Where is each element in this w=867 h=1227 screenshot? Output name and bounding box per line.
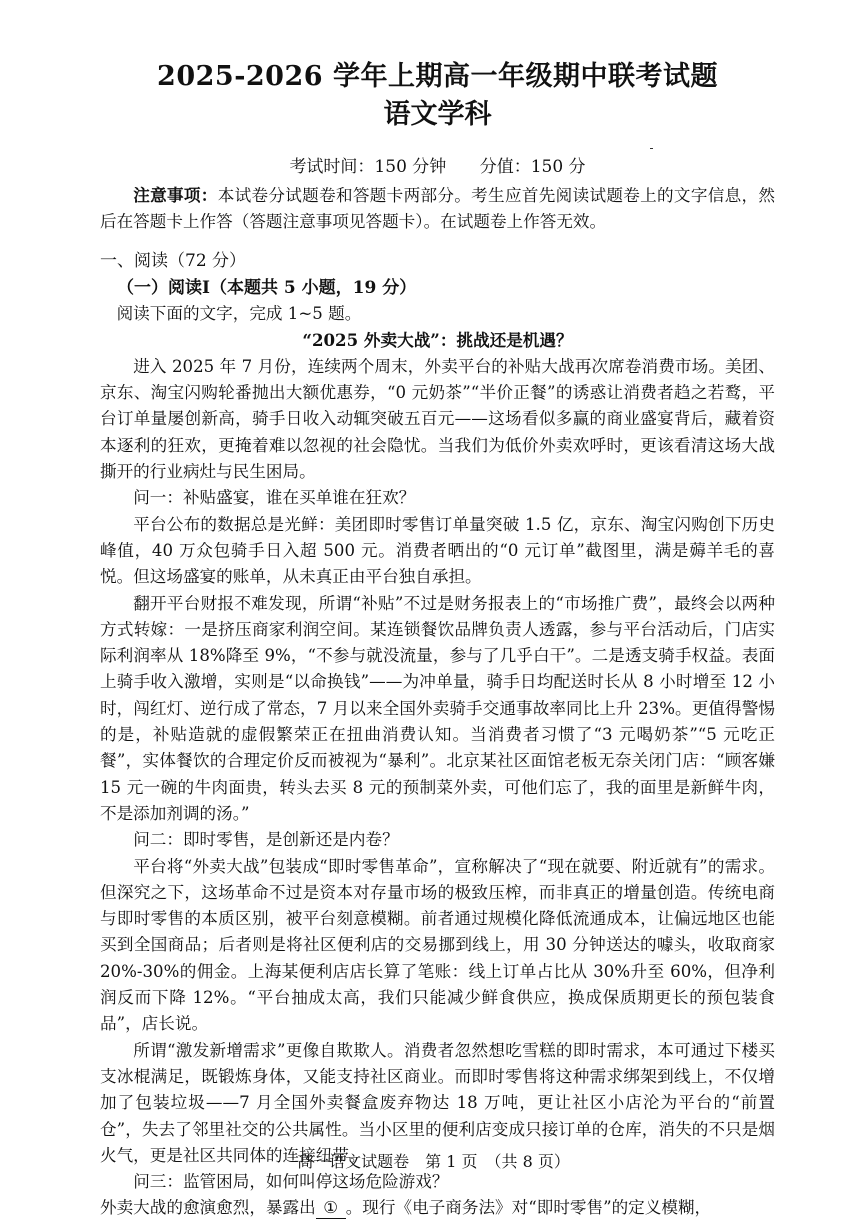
- question-heading: 问二：即时零售，是创新还是内卷？: [133, 830, 399, 850]
- exam-title: 2025-2026 学年上期高一年级期中联考试题: [157, 61, 718, 92]
- article-last-line: 外卖大战的愈演愈烈，暴露出 ① 。现行《电子商务法》对“即时零售”的定义模糊，: [100, 1198, 712, 1218]
- fill-blank-1[interactable]: ①: [316, 1198, 346, 1219]
- article-paragraph: 翻开平台财报不难发现，所谓“补贴”不过是财务报表上的“市场推广费”，最终会以两种方式转嫁：一是挤压商家利润空间。某连锁餐饮品牌负责人透露，参与平台活动后，门店实际利润率从 18%降至 9%，“不参与就没流量，参与了几乎白干”。二是透支骑手权益。表面上骑手收入激增，实则是“以命换钱”——为冲单量，骑手日均配送时长从 8 小时增至 12 小时，闯红灯、逆行成了常态，7 月以来全国外卖骑手交通事故率同比上升 23%。更值得警惕的是，补贴造就的虚假繁荣正在扭曲消费认知。当消费者习惯了“3 元喝奶茶”“5 元吃正餐”，实体餐饮的合理定价反而被视为“暴利”。北京某社区面馆老板无奈关闭门店：“顾客嫌 15 元一碗的牛肉面贵，转头去买 8 元的预制菜外卖，可他们忘了，我的面里是新鲜牛肉，不是添加剂调的汤。”: [100, 593, 775, 823]
- exam-meta: [100, 154, 775, 180]
- notice-label: 注意事项：: [133, 185, 218, 205]
- page-footer: 高一语文试题卷 第 1 页 （共 8 页）: [297, 1152, 570, 1171]
- notice-paragraph: [100, 182, 775, 236]
- article-title: “2025 外卖大战”：挑战还是机遇？: [302, 329, 573, 350]
- article-paragraph: 所谓“激发新增需求”更像自欺欺人。消费者忽然想吃雪糕的即时需求，本可通过下楼买支冰棍满足，既锻炼身体，又能支持社区商业。而即时零售将这种需求绑架到线上，不仅增加了包装垃圾——7 月全国外卖餐盒废弃物达 18 万吨，更让社区小店沦为平台的“前置仓”，失去了邻里社交的公共属性。当小区里的便利店变成只接订单的仓库，消失的不只是烟火气，更是社区共同体的连接纽带。: [100, 1040, 775, 1165]
- exam-score: 分值：150 分: [479, 157, 586, 177]
- exam-time: 考试时间：150 分钟: [289, 157, 447, 177]
- subject-title: 语文学科: [383, 99, 492, 130]
- section-title: 一、阅读（72 分）: [100, 250, 247, 271]
- scan-mark: [650, 148, 653, 149]
- notice-text: 本试卷分试题卷和答题卡两部分。考生应首先阅读试题卷上的文字信息，然后在答题卡上作答（答题注意事项见答题卡）。在试题卷上作答无效。: [100, 186, 776, 232]
- question-heading: 问一：补贴盛宴，谁在买单谁在狂欢？: [133, 488, 416, 508]
- question-heading: 问三：监管困局，如何叫停这场危险游戏？: [133, 1172, 449, 1192]
- reading-instruction: 阅读下面的文字，完成 1~5 题。: [116, 303, 362, 323]
- article-paragraph: 平台公布的数据总是光鲜：美团即时零售订单量突破 1.5 亿，京东、淘宝闪购创下历史峰值，40 万众包骑手日入超 500 元。消费者晒出的“0 元订单”截图里，满是薅羊毛的喜悦。但这场盛宴的账单，从未真正由平台独自承担。: [100, 514, 775, 587]
- article-paragraph: 平台将“外卖大战”包装成“即时零售革命”，宣称解决了“现在就要、附近就有”的需求。但深究之下，这场革命不过是资本对存量市场的极致压榨，而非真正的增量创造。传统电商与即时零售的本质区别，被平台刻意模糊。前者通过规模化降低流通成本，让偏远地区也能买到全国商品；后者则是将社区便利店的交易挪到线上，用 30 分钟送达的噱头，收取商家 20%-30%的佣金。上海某便利店店长算了笔账：线上订单占比从 30%升至 60%，但净利润反而下降 12%。“平台抽成太高，我们只能减少鲜食供应，换成保质期更长的预包装食品”，店长说。: [100, 856, 775, 1034]
- article-paragraph: 进入 2025 年 7 月份，连续两个周末，外卖平台的补贴大战再次席卷消费市场。美团、京东、淘宝闪购轮番抛出大额优惠券，“0 元奶茶”“半价正餐”的诱惑让消费者趋之若鹜，平台订单量屡创新高，骑手日收入动辄突破五百元——这场看似多赢的商业盛宴背后，藏着资本逐利的狂欢，更掩着难以忽视的社会隐忧。当我们为低价外卖欢呼时，更该看清这场大战撕开的行业病灶与民生困局。: [100, 356, 775, 482]
- subsection-title: （一）阅读Ⅰ（本题共 5 小题，19 分）: [117, 277, 417, 298]
